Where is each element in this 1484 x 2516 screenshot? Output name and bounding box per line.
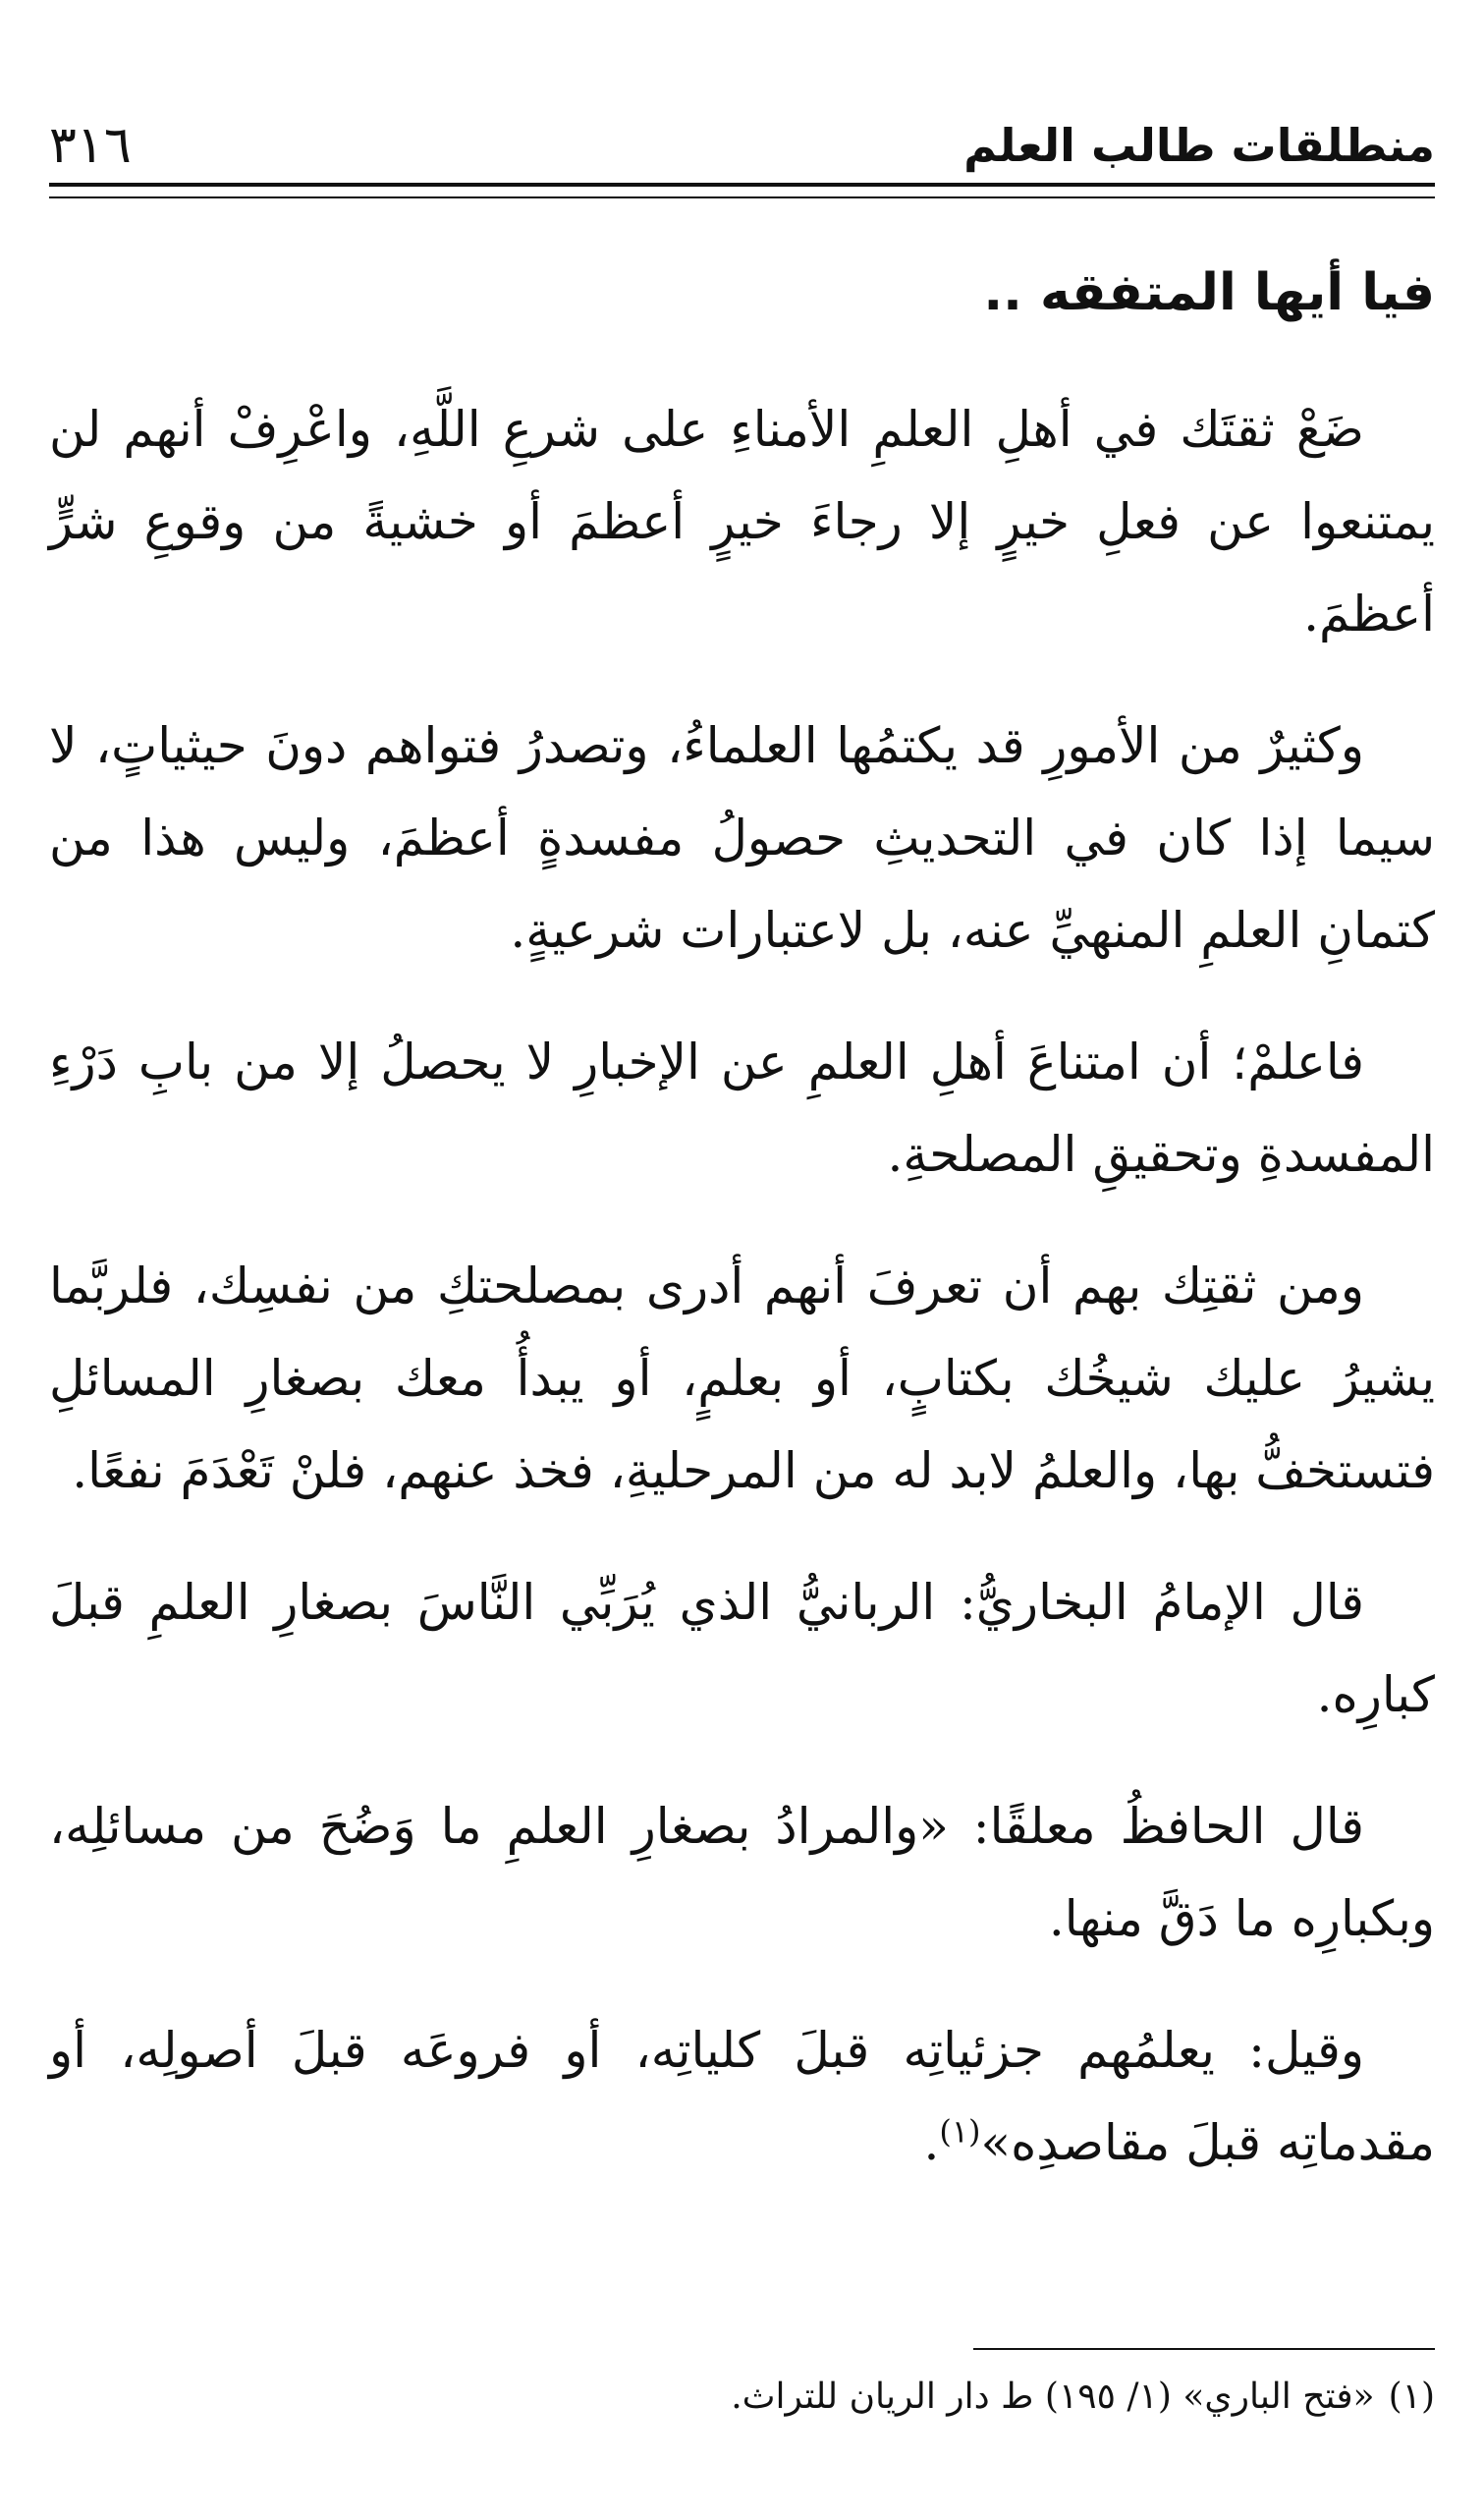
header-double-rule: [49, 183, 1435, 198]
footnote-text: «فتح الباري» (١/ ١٩٥) ط دار الريان للتراث.: [731, 2376, 1375, 2417]
running-title: منطلقات طالب العلم: [963, 119, 1435, 172]
paragraph-1: ضَعْ ثقتَك في أهلِ العلمِ الأمناءِ على شرعِ اللَّهِ، واعْرِفْ أنهم لن يمتنعوا عن فعلِ خيرٍ إلا رجاءَ خيرٍ أعظمَ أو خشيةً من وقوعِ شرٍّ أعظمَ.: [49, 401, 1435, 643]
page-header: [49, 106, 1435, 175]
page-number: ٣١٦: [49, 116, 132, 175]
paragraph-7-end: .: [923, 2114, 940, 2171]
footnote-reference[interactable]: (١): [939, 2112, 981, 2151]
paragraph-2: وكثيرٌ من الأمورِ قد يكتمُها العلماءُ، وتصدرُ فتواهم دونَ حيثياتٍ، لا سيما إذا كان في التحديثِ حصولُ مفسدةٍ أعظمَ، وليس هذا من كتمانِ العلمِ المنهيِّ عنه، بل لاعتبارات شرعيةٍ.: [49, 717, 1435, 959]
paragraph-7-text: وقيل: يعلمُهم جزئياتِه قبلَ كلياتِه، أو فروعَه قبلَ أصولِه، أو مقدماتِه قبلَ مقاصدِه»: [49, 2022, 1435, 2171]
paragraph-6: قال الحافظُ معلقًا: «والمرادُ بصغارِ العلمِ ما وَضُحَ من مسائلِه، وبكبارِه ما دَقَّ منها.: [49, 1798, 1435, 1947]
footnote: [49, 2368, 1435, 2427]
footnote-separator: [973, 2348, 1435, 2350]
body-text: [49, 383, 1435, 2228]
section-heading: فيا أيها المتفقه ..: [983, 263, 1435, 322]
paragraph-4: ومن ثقتِك بهم أن تعرفَ أنهم أدرى بمصلحتكِ من نفسِك، فلربَّما يشيرُ عليك شيخُك بكتابٍ، أو بعلمٍ، أو يبدأُ معك بصغارِ المسائلِ فتستخفُّ بها، والعلمُ لابد له من المرحليةِ، فخذ عنهم، فلنْ تَعْدَمَ نفعًا.: [49, 1258, 1435, 1499]
paragraph-5: قال الإمامُ البخاريُّ: الربانيُّ الذي يُرَبِّي النَّاسَ بصغارِ العلمِ قبلَ كبارِه.: [49, 1574, 1435, 1723]
paragraph-3: فاعلمْ؛ أن امتناعَ أهلِ العلمِ عن الإخبارِ لا يحصلُ إلا من بابِ دَرْءِ المفسدةِ وتحقيقِ المصلحةِ.: [49, 1034, 1435, 1183]
paragraph-7: [49, 2004, 1435, 2189]
footnote-number: (١): [1388, 2376, 1435, 2417]
